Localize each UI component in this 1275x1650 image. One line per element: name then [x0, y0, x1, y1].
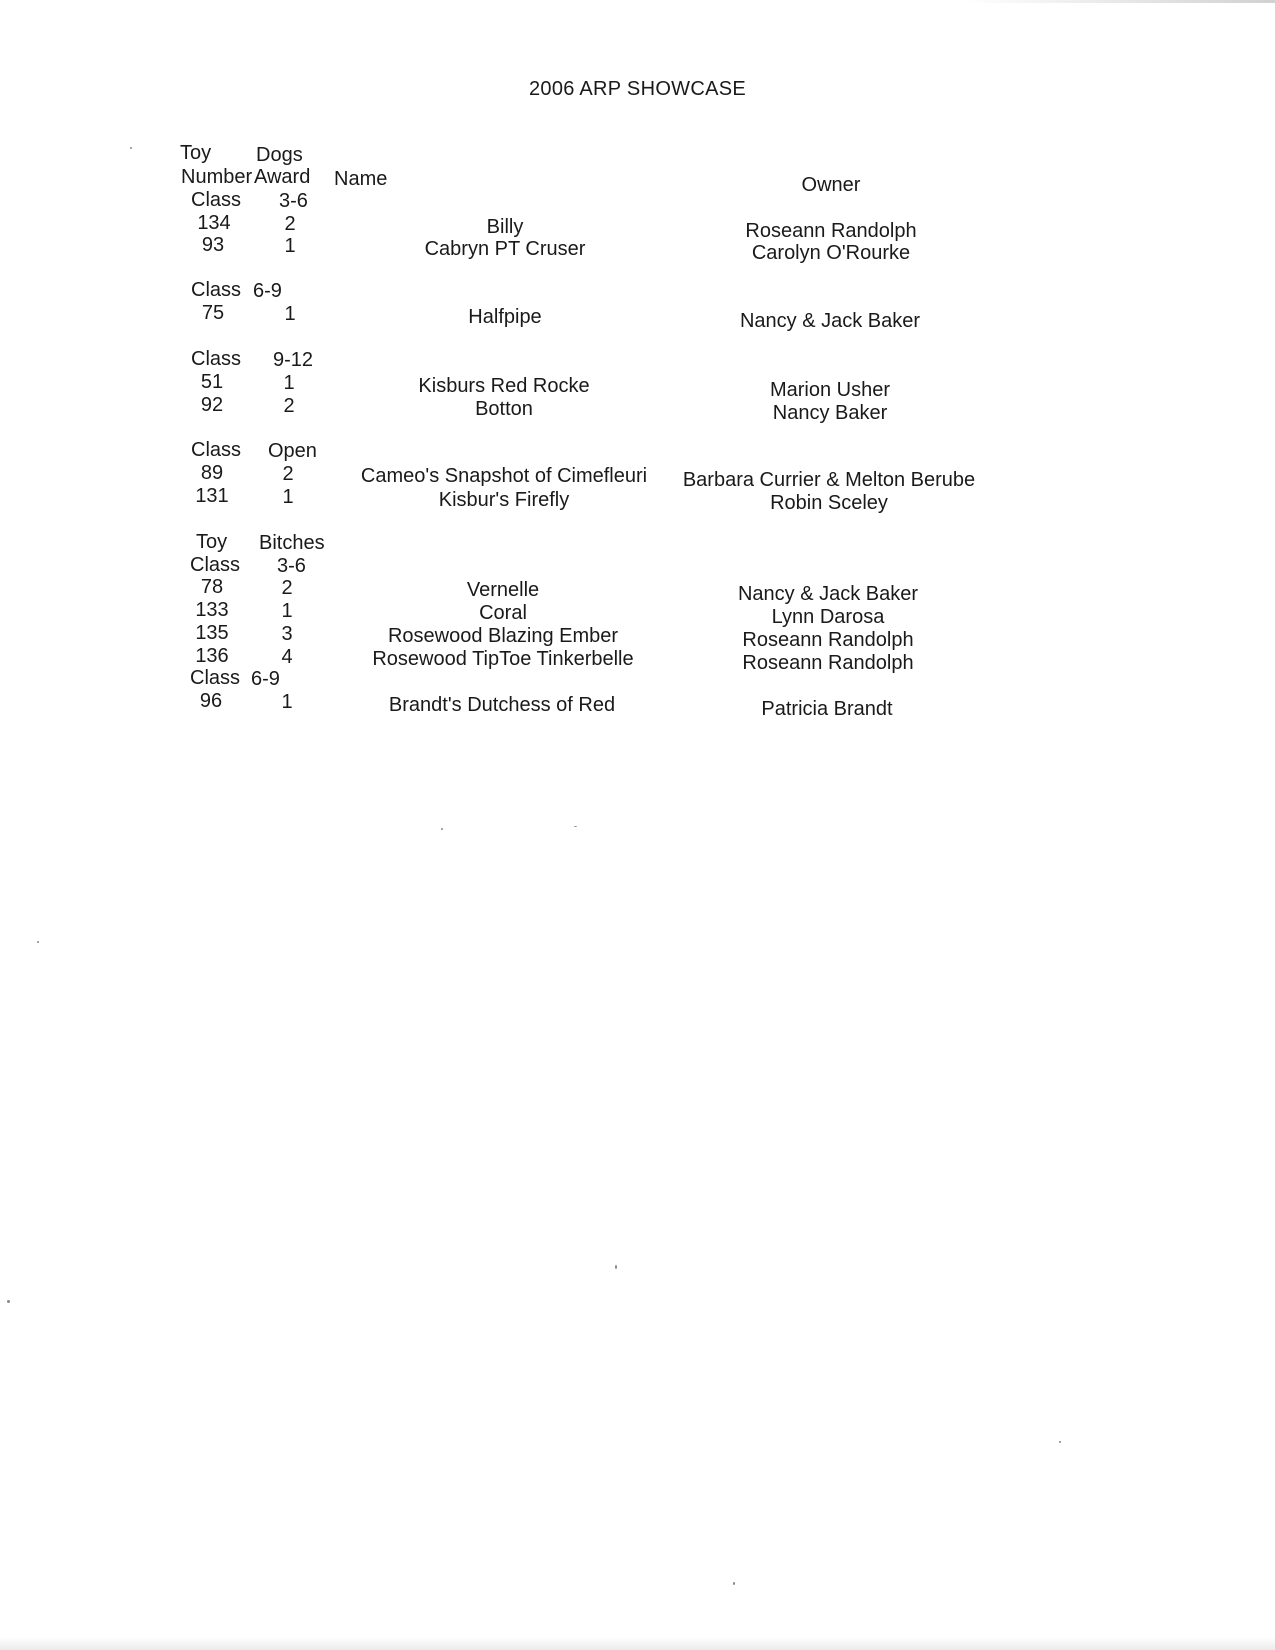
- entry-number: 133: [195, 599, 229, 621]
- header-award: Award: [254, 166, 311, 188]
- entry-owner: Robin Sceley: [770, 492, 888, 514]
- header-dogs: Dogs: [256, 144, 303, 166]
- entry-owner: Roseann Randolph: [742, 629, 914, 651]
- entry-owner: Nancy & Jack Baker: [739, 310, 921, 332]
- scan-speck: [1059, 1441, 1061, 1443]
- entry-name: Halfpipe: [468, 306, 542, 328]
- class-label: Class: [191, 439, 242, 461]
- entry-award: 2: [281, 577, 293, 599]
- entry-name: Rosewood TipToe Tinkerbelle: [372, 648, 634, 670]
- class-range: Open: [268, 440, 317, 462]
- entry-name: Billy: [486, 216, 524, 238]
- entry-name: Kisburs Red Rocke: [418, 375, 590, 397]
- scan-speck: [37, 941, 39, 943]
- entry-name: Cabryn PT Cruser: [424, 238, 586, 260]
- entry-owner: Nancy & Jack Baker: [737, 583, 919, 605]
- entry-number: 131: [195, 485, 229, 507]
- entry-name: Coral: [479, 602, 527, 624]
- entry-number: 92: [200, 394, 224, 416]
- entry-award: 2: [284, 213, 296, 235]
- scan-speck: [441, 828, 443, 830]
- entry-award: 3: [281, 623, 293, 645]
- class-range: 3-6: [279, 190, 308, 212]
- header-toy: Toy: [180, 142, 212, 164]
- header-name: Name: [334, 168, 388, 190]
- entry-award: 1: [283, 372, 295, 394]
- scan-speck: [130, 147, 132, 149]
- entry-award: 1: [284, 303, 296, 325]
- scan-speck: [7, 1300, 10, 1303]
- entry-owner: Marion Usher: [769, 379, 891, 401]
- class-label: Class: [191, 348, 242, 370]
- entry-name: Kisbur's Firefly: [438, 489, 570, 511]
- entry-name: Brandt's Dutchess of Red: [388, 694, 616, 716]
- scan-speck: [615, 1265, 617, 1269]
- scan-edge-bottom: [0, 1637, 1275, 1650]
- entry-name: Cameo's Snapshot of Cimefleuri: [360, 465, 648, 487]
- class-range: 6-9: [253, 280, 282, 302]
- header-number: Number: [181, 166, 253, 188]
- header-toy: Toy: [196, 531, 228, 553]
- entry-award: 1: [282, 486, 294, 508]
- class-label: Class: [190, 667, 241, 689]
- entry-name: Vernelle: [466, 579, 540, 601]
- class-range: 6-9: [251, 668, 280, 690]
- entry-name: Rosewood Blazing Ember: [387, 625, 619, 647]
- class-range: 3-6: [277, 555, 306, 577]
- entry-award: 1: [281, 691, 293, 713]
- entry-name: Botton: [475, 398, 533, 420]
- entry-number: 51: [200, 371, 224, 393]
- entry-award: 2: [283, 395, 295, 417]
- class-range: 9-12: [273, 349, 314, 371]
- entry-award: 1: [284, 235, 296, 257]
- class-label: Class: [190, 554, 241, 576]
- entry-award: 4: [281, 646, 293, 668]
- scan-edge-top: [960, 0, 1275, 3]
- entry-owner: Nancy Baker: [772, 402, 888, 424]
- scan-speck: [574, 826, 577, 827]
- scan-speck: [733, 1582, 735, 1585]
- entry-number: 135: [195, 622, 229, 644]
- entry-owner: Roseann Randolph: [742, 652, 914, 674]
- entry-owner: Carolyn O'Rourke: [751, 242, 911, 264]
- entry-number: 96: [199, 690, 223, 712]
- header-owner: Owner: [801, 174, 861, 196]
- class-label: Class: [191, 279, 242, 301]
- entry-owner: Lynn Darosa: [771, 606, 885, 628]
- class-label: Class: [191, 189, 242, 211]
- entry-number: 89: [200, 462, 224, 484]
- entry-award: 1: [281, 600, 293, 622]
- entry-owner: Patricia Brandt: [761, 698, 893, 720]
- header-bitches: Bitches: [259, 532, 325, 554]
- entry-number: 93: [201, 234, 225, 256]
- entry-number: 136: [195, 645, 229, 667]
- entry-owner: Roseann Randolph: [745, 220, 917, 242]
- entry-number: 75: [201, 302, 225, 324]
- entry-number: 134: [197, 212, 231, 234]
- entry-award: 2: [282, 463, 294, 485]
- entry-owner: Barbara Currier & Melton Berube: [682, 469, 976, 491]
- entry-number: 78: [200, 576, 224, 598]
- page-title: 2006 ARP SHOWCASE: [528, 78, 747, 100]
